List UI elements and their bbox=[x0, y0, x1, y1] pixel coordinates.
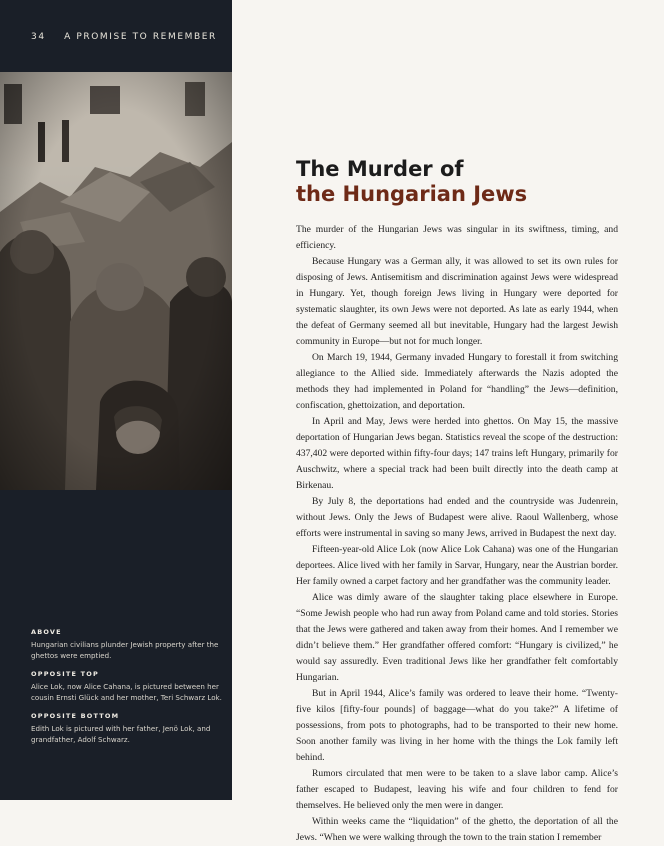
chapter-title-line-1: The Murder of bbox=[296, 157, 464, 181]
photo-captions bbox=[31, 628, 227, 754]
caption-label: OPPOSITE TOP bbox=[31, 670, 99, 678]
paragraph: Within weeks came the “liquidation” of the ghetto, the deportation of all the Jews. “When we were walking through the town to the train station I remember bbox=[296, 816, 618, 843]
paragraph: Because Hungary was a German ally, it was allowed to set its own rules for disposing of Jews. Antisemitism and discrimination against Jews were widespread in Hungary. Yet, though foreign Jews living in Hungary were deported for systematic slaughter, its own Jews were not deported. As late as early 1944, when the defeat of Germany seemed all but inevitable, Hungary had the largest Jewish community in Europe—but not for much longer. bbox=[296, 256, 618, 347]
paragraph: The murder of the Hungarian Jews was singular in its swiftness, timing, and efficiency. bbox=[296, 224, 618, 251]
caption-text: Hungarian civilians plunder Jewish property after the ghettos were emptied. bbox=[31, 640, 219, 660]
paragraph: Rumors circulated that men were to be taken to a slave labor camp. Alice’s father escaped to Budapest, leaving his wife and four children to fend for themselves. He believed only the men were in danger. bbox=[296, 768, 618, 811]
book-title: A PROMISE TO REMEMBER bbox=[64, 32, 217, 42]
paragraph: But in April 1944, Alice’s family was ordered to leave their home. “Twenty-five kilos [fifty-four pounds] of baggage—what do you take?” A lifetime of possessions, from pots to photographs, had to be transported to their new home. Soon another family was living in her home with the things the Lok family left behind. bbox=[296, 688, 618, 763]
caption-label: OPPOSITE BOTTOM bbox=[31, 712, 120, 720]
chapter-title bbox=[296, 157, 527, 207]
paragraph: In April and May, Jews were herded into ghettos. On May 15, the massive deportation of Hungarian Jews began. Statistics reveal the scope of the destruction: 437,402 were deported within fifty-four days; 147 trains left Hungary, primarily for Auschwitz, where a special track had been built directly into the death camp at Birkenau. bbox=[296, 416, 618, 491]
paragraph: Fifteen-year-old Alice Lok (now Alice Lok Cahana) was one of the Hungarian deportees. Alice lived with her family in Sarvar, Hungary, near the Austrian border. Her family owned a carpet factory and her grandfather was the community leader. bbox=[296, 544, 618, 587]
paragraph: On March 19, 1944, Germany invaded Hungary to forestall it from switching allegiance to the Allied side. Immediately afterwards the Nazis adopted the methods they had implemented in Poland for “handling” the Jews—definition, confiscation, ghettoization, and deportation. bbox=[296, 352, 618, 411]
page-number: 34 bbox=[31, 32, 46, 42]
chapter-title-line-2: the Hungarian Jews bbox=[296, 182, 528, 206]
body-text bbox=[296, 222, 618, 846]
running-head bbox=[31, 32, 217, 42]
photo-illustration bbox=[0, 72, 232, 490]
caption-text: Alice Lok, now Alice Cahana, is pictured between her cousin Ernsti Glück and her mother, Teri Schwarz Lok. bbox=[31, 682, 222, 702]
caption-text: Edith Lok is pictured with her father, Jenö Lok, and grandfather, Adolf Schwarz. bbox=[31, 724, 211, 744]
paragraph: Alice was dimly aware of the slaughter taking place elsewhere in Europe. “Some Jewish people who had run away from Poland came and told stories. Stories that the Jews were gathered and taken away from their homes. And I remember we didn’t believe them.” Her grandfather offered comfort: “Hungary is civilized,” he would say assuredly. Even traditional Jews like her grandfather felt comfortably Hungarian. bbox=[296, 592, 618, 683]
caption-label: ABOVE bbox=[31, 628, 62, 636]
left-sidebar bbox=[0, 0, 232, 800]
main-column bbox=[232, 0, 664, 843]
paragraph: By July 8, the deportations had ended and the countryside was Judenrein, without Jews. Only the Jews of Budapest were alive. Raoul Wallenberg, whose efforts were instrumental in saving so many Jews, arrived in Budapest the next day. bbox=[296, 496, 618, 539]
historical-photo bbox=[0, 72, 232, 490]
